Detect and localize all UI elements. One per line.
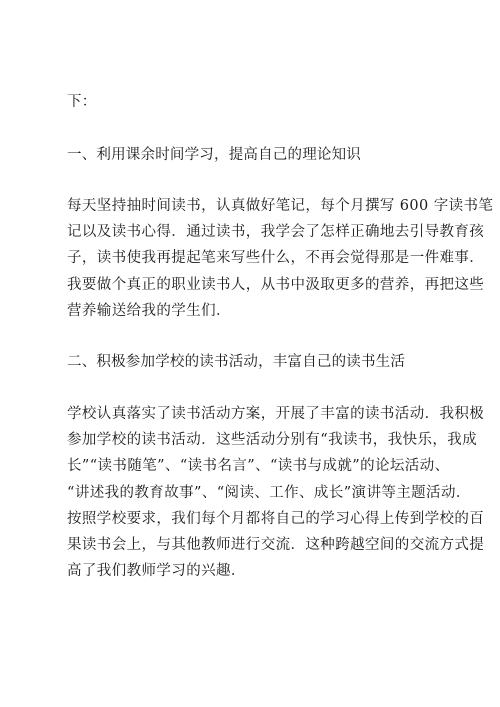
intro-text: 下： [67,94,97,110]
paragraph-line: 果读书会上，与其他教师进行交流．这种跨越空间的交流方式提 [67,537,485,554]
paragraph-line: 学校认真落实了读书活动方案，开展了丰富的读书活动．我积极 [67,406,485,422]
section-2-paragraph [67,401,485,584]
paragraph-line: 按照学校要求，我们每个月都将自己的学习心得上传到学校的百 [67,510,485,527]
section-1-heading: 一、利用课余时间学习，提高自己的理论知识 [67,147,361,163]
section-1-paragraph [67,193,494,324]
paragraph-line: 子，读书使我再提起笔来写些什么，不再会觉得那是一件难事． [67,250,485,267]
paragraph-line: 参加学校的读书活动．这些活动分别有“我读书，我快乐，我成 [67,432,478,449]
paragraph-line: 记以及读书心得．通过读书，我学会了怎样正确地去引导教育孩 [67,224,485,241]
paragraph-line: 我要做个真正的职业读书人，从书中汲取更多的营养，再把这些 [67,276,485,293]
section-2-heading: 二、积极参加学校的读书活动，丰富自己的读书生活 [67,354,406,370]
paragraph-line: 每天坚持抽时间读书，认真做好笔记，每个月撰写 600 字读书笔 [67,198,494,214]
paragraph-line: 高了我们教师学习的兴趣． [67,563,246,580]
paragraph-line: “讲述我的教育故事”、“阅读、工作、成长”演讲等主题活动． [67,484,471,501]
paragraph-line: 长”“读书随笔”、“读书名言”、“读书与成就”的论坛活动、 [67,458,450,475]
paragraph-line: 营养输送给我的学生们． [67,302,231,319]
